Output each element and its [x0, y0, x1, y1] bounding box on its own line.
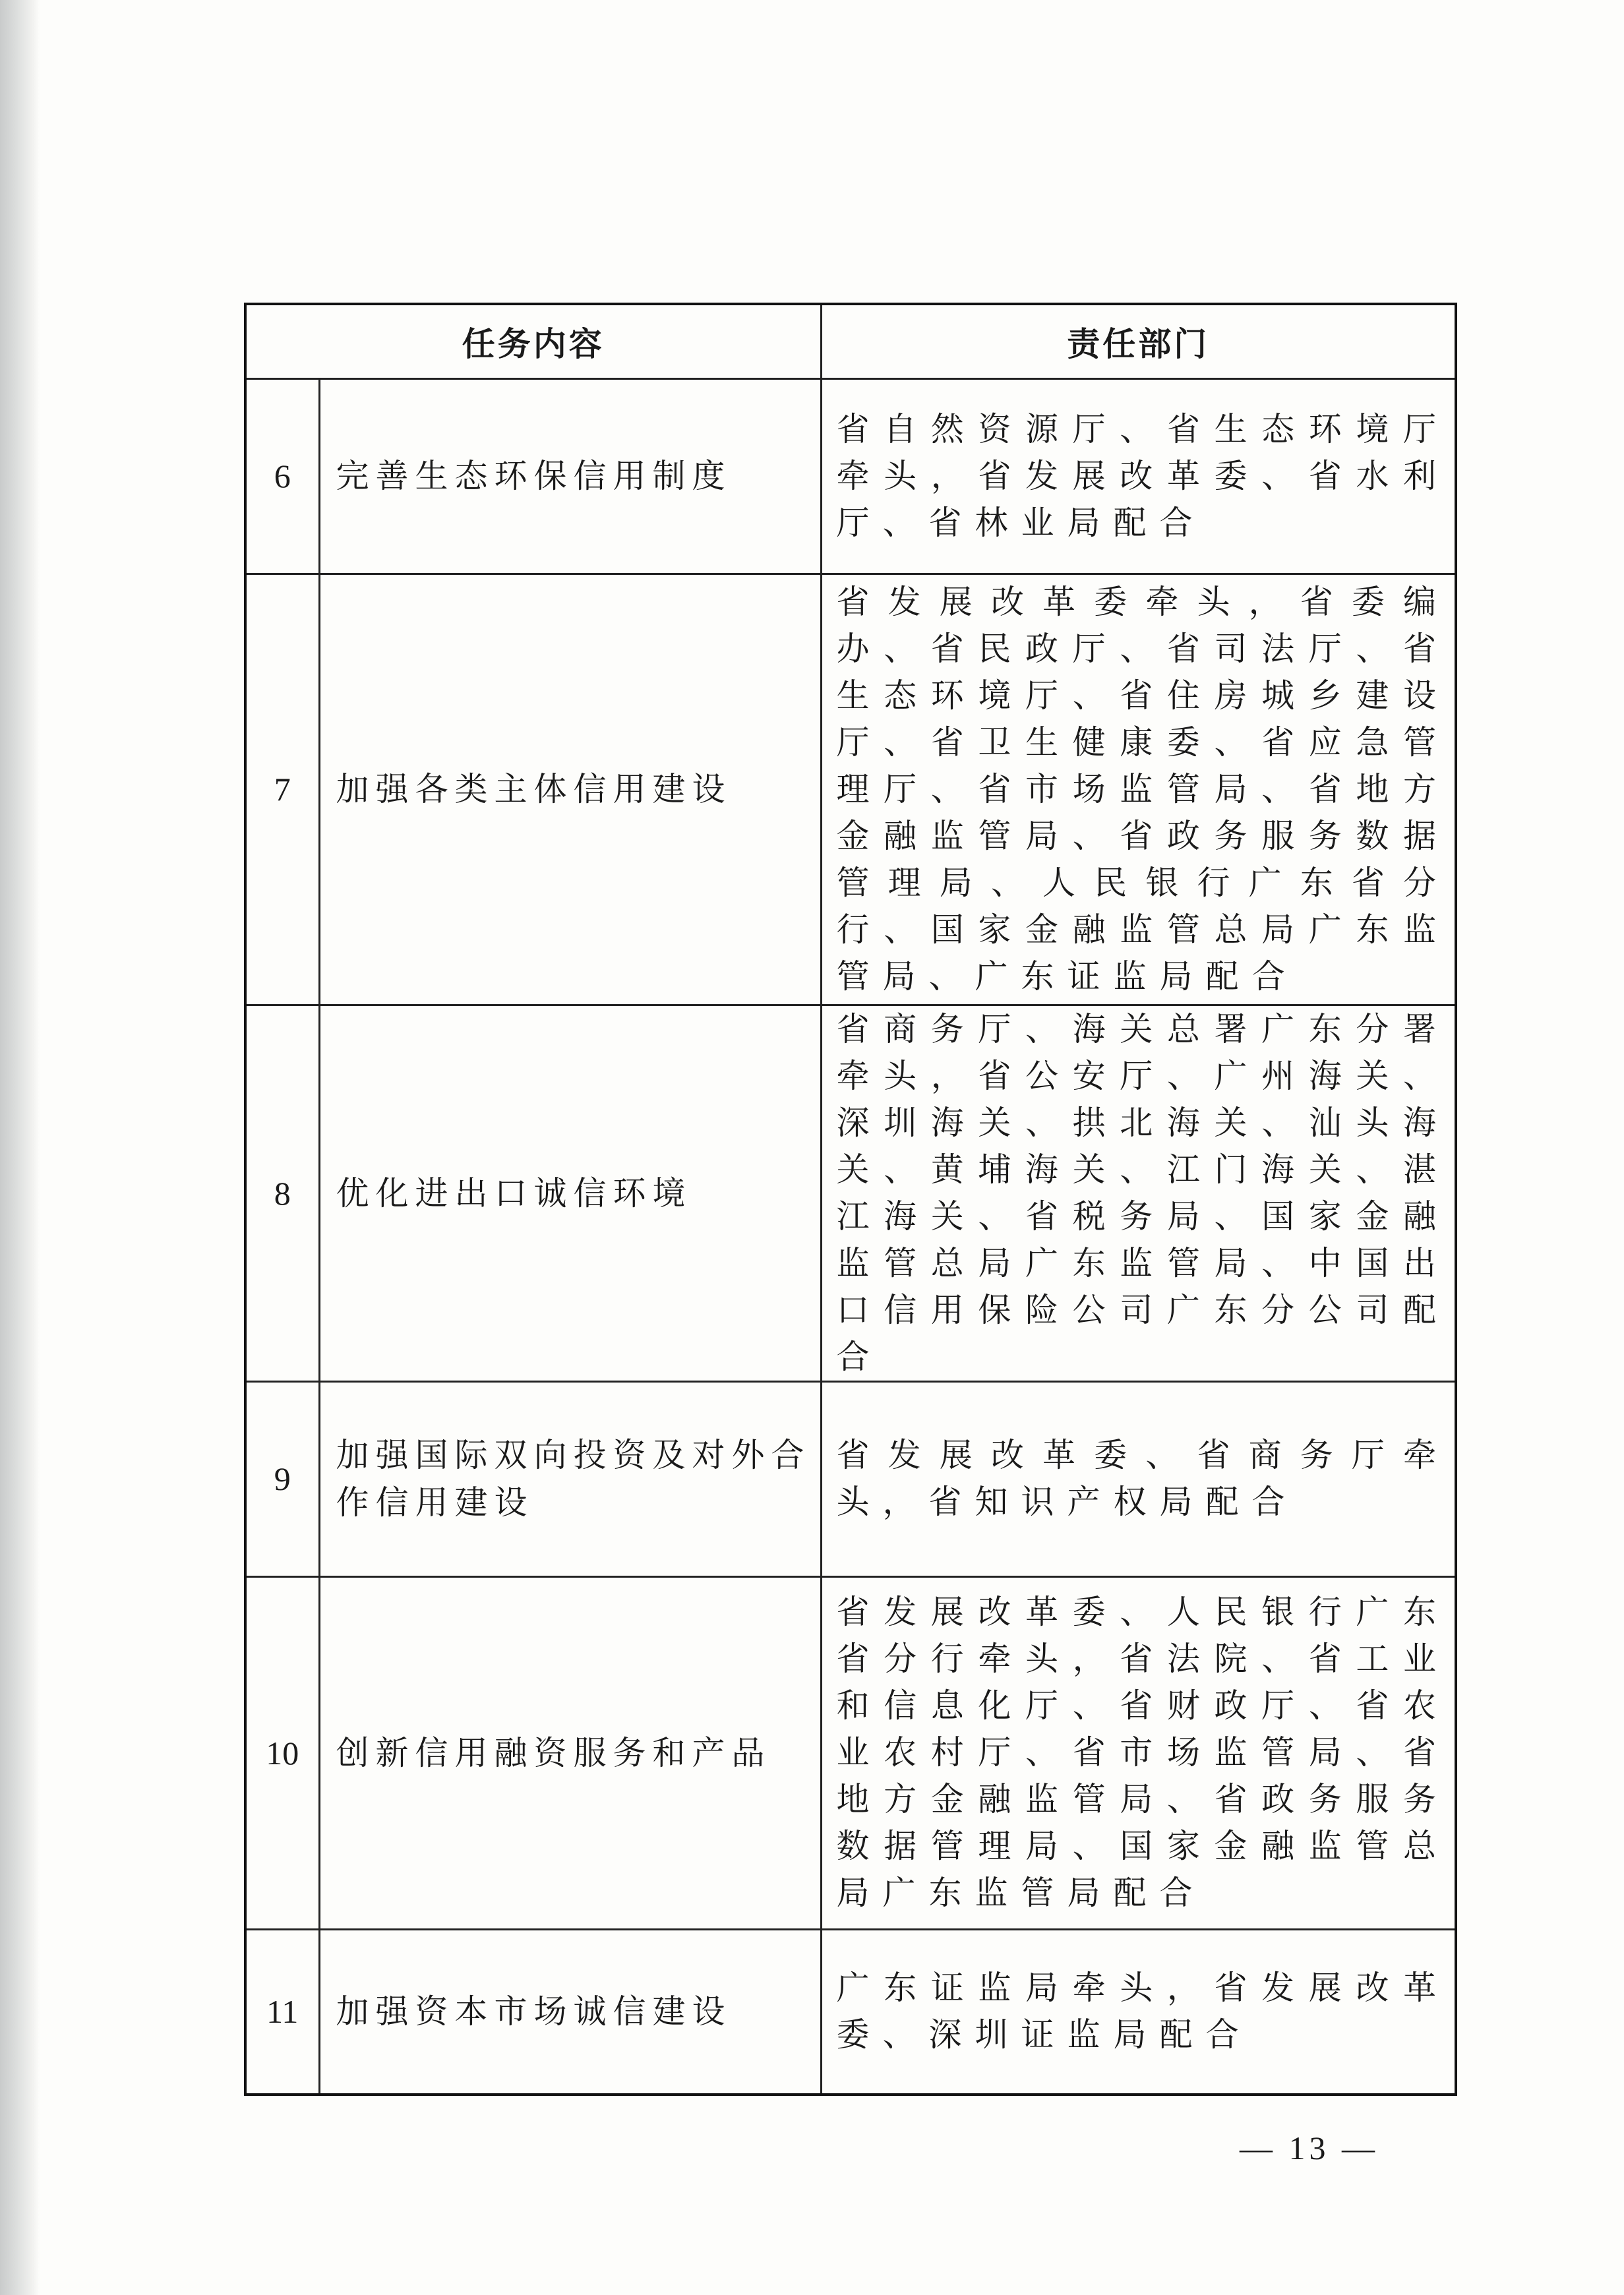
responsible-dept: 省发展改革委牵头，省委编办、省民政厅、省司法厅、省生态环境厅、省住房城乡建设厅、省卫生健康委、省应急管理厅、省市场监管局、省地方金融监管局、省政务服务数据管理局、人民银行广东省分行、国家金融监管总局广东监管局、广东证监局配合 — [821, 574, 1456, 1005]
page-content — [244, 303, 1455, 2167]
responsible-dept: 省发展改革委、人民银行广东省分行牵头，省法院、省工业和信息化厅、省财政厅、省农业农村厅、省市场监管局、省地方金融监管局、省政务服务数据管理局、国家金融监管总局广东监管局配合 — [821, 1576, 1456, 1929]
header-responsible-dept: 责任部门 — [821, 304, 1456, 378]
row-number: 8 — [245, 1005, 319, 1381]
task-content: 完善生态环保信用制度 — [319, 378, 821, 574]
scan-edge-shadow — [0, 0, 40, 2295]
responsible-dept: 省自然资源厅、省生态环境厅牵头，省发展改革委、省水利厅、省林业局配合 — [821, 378, 1456, 574]
task-content: 优化进出口诚信环境 — [319, 1005, 821, 1381]
header-task-content: 任务内容 — [245, 304, 821, 378]
responsible-dept: 省商务厅、海关总署广东分署牵头，省公安厅、广州海关、深圳海关、拱北海关、汕头海关、黄埔海关、江门海关、湛江海关、省税务局、国家金融监管总局广东监管局、中国出口信用保险公司广东分公司配合 — [821, 1005, 1456, 1381]
row-number: 7 — [245, 574, 319, 1005]
page-number: — 13 — — [1240, 2130, 1379, 2166]
table-row — [245, 574, 1456, 1005]
row-number: 6 — [245, 378, 319, 574]
table-header-row — [245, 304, 1456, 378]
task-content: 创新信用融资服务和产品 — [319, 1576, 821, 1929]
row-number: 11 — [245, 1929, 319, 2095]
task-table — [244, 303, 1457, 2096]
row-number: 10 — [245, 1576, 319, 1929]
responsible-dept: 省发展改革委、省商务厅牵头，省知识产权局配合 — [821, 1381, 1456, 1576]
task-content: 加强各类主体信用建设 — [319, 574, 821, 1005]
task-content: 加强国际双向投资及对外合作信用建设 — [319, 1381, 821, 1576]
row-number: 9 — [245, 1381, 319, 1576]
table-row — [245, 1929, 1456, 2095]
table-row — [245, 1381, 1456, 1576]
responsible-dept: 广东证监局牵头，省发展改革委、深圳证监局配合 — [821, 1929, 1456, 2095]
table-row — [245, 1005, 1456, 1381]
task-content: 加强资本市场诚信建设 — [319, 1929, 821, 2095]
table-row — [245, 378, 1456, 574]
table-row — [245, 1576, 1456, 1929]
